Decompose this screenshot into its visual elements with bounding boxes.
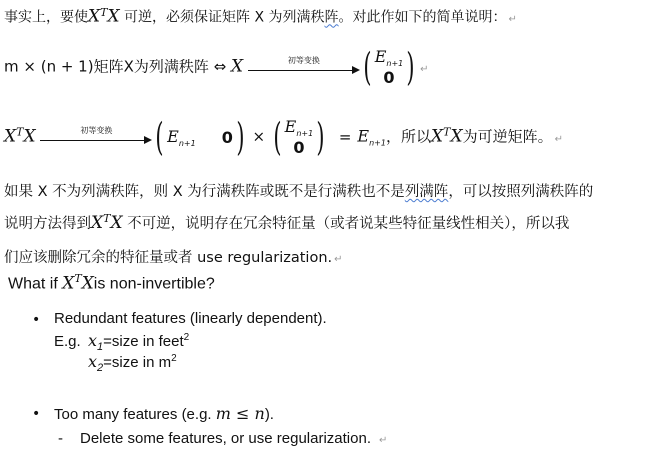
explanation-underlined: 列满阵 [404, 184, 449, 200]
slide-title [8, 272, 215, 293]
explanation-text-2: ，可以按照列满秩阵的 [448, 184, 594, 200]
return-mark: ↵ [554, 133, 563, 145]
math-x: X [88, 6, 101, 27]
math-x: X [62, 273, 75, 294]
col-e: E [284, 117, 297, 136]
bullet-2: • [32, 406, 41, 422]
math-sup-t: T [100, 6, 108, 19]
intro-text-2: 可逆，必须保证矩阵 X 为列满秩 [119, 9, 325, 26]
math-x: X [4, 126, 17, 147]
math-sup-t: T [103, 212, 111, 226]
sub-bullet-delete-features [80, 430, 387, 447]
explanation-line-2 [4, 212, 569, 233]
col-zero: 0 [293, 137, 305, 157]
matrix-e: E [374, 47, 387, 66]
slide-title-text: What if [8, 275, 63, 293]
example-x2 [88, 352, 177, 374]
return-mark: ↵ [334, 254, 343, 265]
math-sup-t: T [16, 125, 24, 139]
arrow-label: 初等变换 [287, 56, 320, 66]
explanation-text: 们应该删除冗余的特征量或者 use regularization. [4, 250, 333, 266]
product-line [4, 115, 563, 160]
result-e: E [357, 126, 370, 146]
x2-sup: 2 [171, 353, 177, 364]
eg-label: E.g. [54, 333, 81, 350]
x2-text: =size in m [103, 354, 172, 371]
result-e-sub: n+1 [369, 138, 386, 148]
times-sign: × [252, 127, 266, 146]
matrix-e-sub: n+1 [386, 59, 404, 68]
transform-arrow [248, 56, 360, 78]
bullet-1: • [32, 312, 41, 328]
paragraph-intro [4, 6, 517, 27]
conclusion-text: ，所以 [385, 127, 431, 146]
row-e: E [167, 126, 179, 146]
math-x: X [91, 213, 104, 233]
equivalence-line [4, 45, 429, 90]
delete-features-text: Delete some features, or use regularization. [80, 430, 371, 447]
x1-text: =size in feet [103, 333, 184, 350]
math-sup-t: T [74, 272, 82, 285]
example-x1 [88, 331, 189, 353]
intro-text: 事实上，要使 [4, 9, 88, 26]
x1-sup: 2 [183, 332, 190, 343]
dash-marker: - [58, 430, 63, 447]
col-e-sub: n+1 [296, 129, 314, 138]
explanation-text-2: 不可逆，说明存在冗余特征量（或者说某些特征量线性相关），所以我 [122, 216, 570, 232]
transform-arrow [40, 126, 152, 148]
equivalence-left: m × (n + 1)矩阵X为列满秩阵 ⇔ [4, 57, 231, 76]
math-x2: X [110, 213, 123, 233]
math-x: X [431, 126, 444, 147]
matrix-zero: 0 [383, 67, 395, 87]
intro-text-underlined: 阵 [324, 9, 339, 26]
x1-var: x [88, 331, 98, 350]
return-mark: ↵ [378, 435, 388, 446]
column-matrix: ( $E_{n+1}$ 0 ) [363, 45, 415, 90]
explanation-text: 说明方法得到 [4, 216, 91, 232]
intro-text-3: 。对此作如下的简单说明： [338, 9, 507, 26]
math-x: X [230, 56, 244, 77]
row-e-sub: n+1 [178, 138, 196, 148]
math-x2: X [23, 126, 36, 147]
x1-sub: 1 [97, 341, 104, 353]
math-x2: X [450, 126, 463, 147]
row-zero: 0 [221, 127, 233, 147]
m-le-n: m ≤ n [215, 404, 265, 423]
return-mark: ↵ [420, 63, 429, 75]
return-mark: ↵ [508, 13, 517, 25]
x2-sub: 2 [97, 362, 104, 374]
too-many-text-2: ). [264, 406, 274, 423]
arrow-label: 初等变换 [80, 126, 113, 136]
equals-sign: = [338, 127, 352, 146]
too-many-text: Too many features (e.g. [54, 406, 216, 423]
explanation-line-1 [4, 180, 593, 201]
math-x2: X [81, 273, 94, 294]
bullet-too-many-features [54, 404, 274, 423]
conclusion-text-2: 为可逆矩阵。 [462, 127, 553, 146]
math-x2: X [107, 6, 120, 27]
column-matrix: ( $E_{n+1}$ 0 ) [273, 115, 325, 160]
x2-var: x [88, 352, 98, 371]
slide-title-text-2: is non-invertible? [93, 275, 215, 293]
math-sup-t: T [443, 125, 451, 139]
bullet-redundant-features: Redundant features (linearly dependent). [54, 310, 327, 327]
row-matrix: ( $E_{n+1}$ 0 ) [155, 115, 245, 160]
explanation-line-3 [4, 246, 343, 267]
explanation-text: 如果 X 不为列满秩阵，则 X 为行满秩阵或既不是行满秩也不是 [4, 184, 405, 200]
